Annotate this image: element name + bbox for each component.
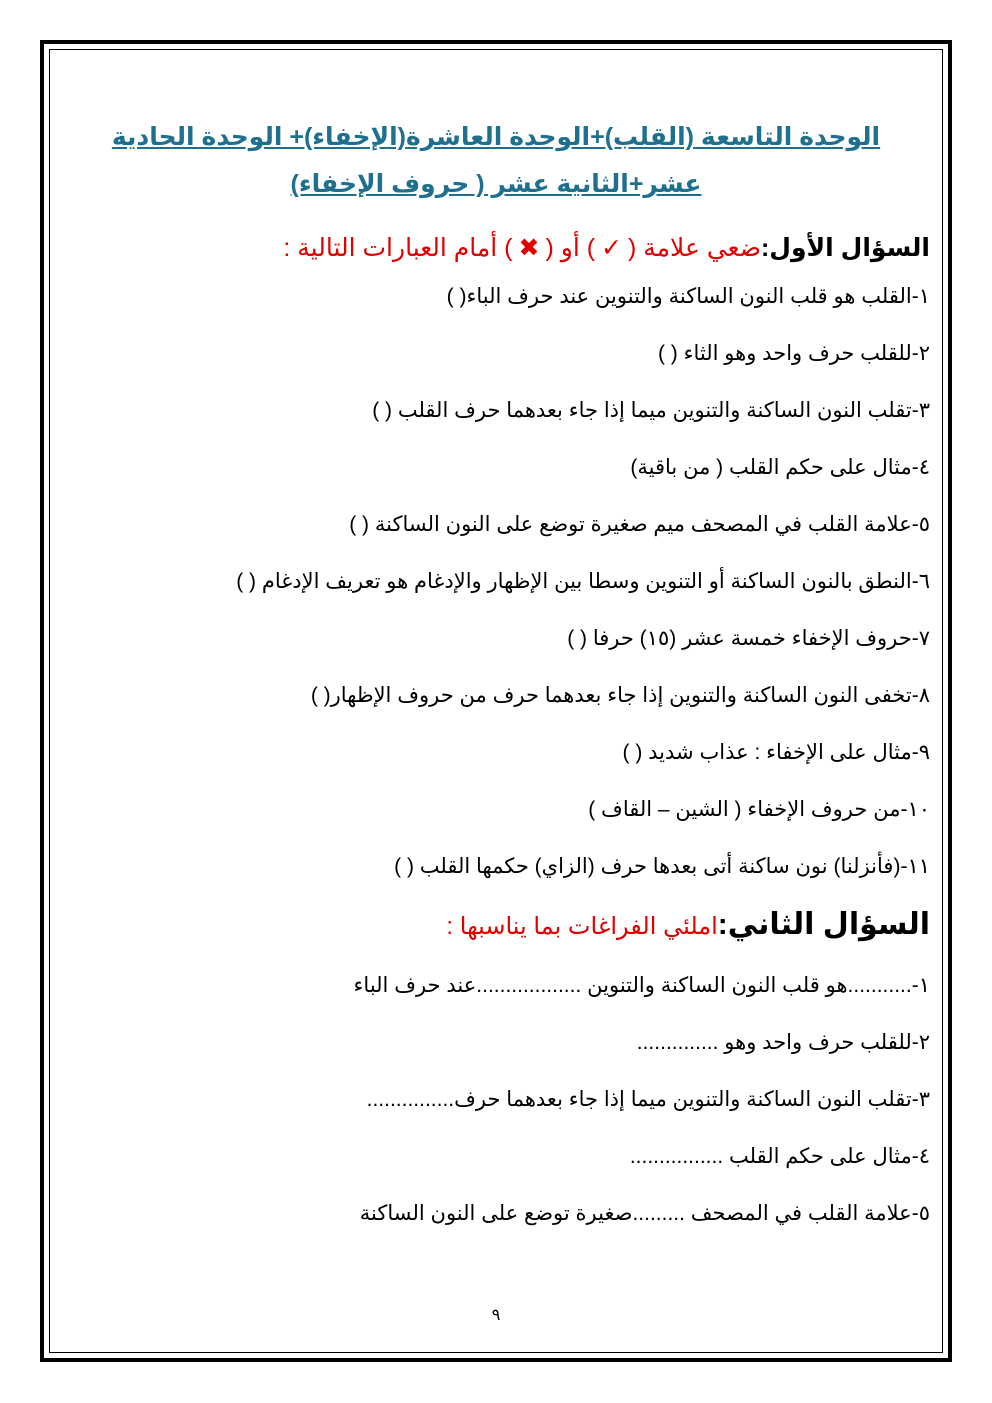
cross-mark-icon: ✖ (518, 234, 540, 262)
worksheet (62, 100, 930, 1242)
check-mark-icon: ✓ (601, 234, 622, 262)
question-2-label: السؤال الثاني: (717, 908, 930, 941)
q1-item: ٢-للقلب حرف واحد وهو الثاء ( ) (657, 342, 930, 365)
q1-item: ١٠-من حروف الإخفاء ( الشين – القاف ) (588, 798, 930, 821)
q2-item: ٥-علامة القلب في المصحف .........صغيرة توضع على النون الساكنة (359, 1202, 930, 1225)
q2-item: ٤-مثال على حكم القلب ................ (629, 1145, 930, 1168)
q2-item: ١-...........هو قلب النون الساكنة والتنوين ..................عند حرف الباء (353, 974, 930, 997)
q1-item: ٤-مثال على حكم القلب ( من باقية) (630, 456, 930, 479)
q1-item: ٣-تقلب النون الساكنة والتنوين ميما إذا جاء بعدهما حرف القلب ( ) (372, 399, 930, 422)
q1-item: ٨-تخفى النون الساكنة والتنوين إذا جاء بعدهما حرف من حروف الإظهار( ) (310, 684, 930, 707)
question-1-instruction: ضعي علامة (✓) أو (✖) أمام العبارات التالية : (283, 234, 761, 262)
question-2-list (62, 957, 930, 1242)
q1-item: ٥-علامة القلب في المصحف ميم صغيرة توضع على النون الساكنة ( ) (349, 513, 930, 536)
q1-item: ٦-النطق بالنون الساكنة أو التنوين وسطا بين الإظهار والإدغام هو تعريف الإدغام ( ) (236, 570, 930, 593)
q2-item: ٢-للقلب حرف واحد وهو .............. (636, 1031, 930, 1054)
q1-item: ٩-مثال على الإخفاء : عذاب شديد ( ) (622, 741, 930, 764)
page-title: الوحدة التاسعة (القلب)+الوحدة العاشرة(الإخفاء)+ الوحدة الحادية عشر+الثانية عشر ( حروف الإخفاء) (111, 123, 881, 198)
question-2-instruction: املئي الفراغات بما يناسبها : (446, 913, 718, 940)
question-1-heading (62, 228, 930, 268)
q1-item: ٧-حروف الإخفاء خمسة عشر (١٥) حرفا ( ) (567, 627, 930, 650)
question-1-list (62, 268, 930, 895)
q1-item: ١١-(فأنزلنا) نون ساكنة أتى بعدها حرف (الزاي) حكمها القلب ( ) (394, 855, 930, 878)
q1-item: ١-القلب هو قلب النون الساكنة والتنوين عند حرف الباء( ) (446, 285, 930, 308)
question-1-label: السؤال الأول: (760, 234, 930, 262)
q2-item: ٣-تقلب النون الساكنة والتنوين ميما إذا جاء بعدهما حرف............... (366, 1088, 930, 1111)
question-2-heading (62, 895, 930, 957)
page-number: ٩ (491, 1307, 501, 1324)
